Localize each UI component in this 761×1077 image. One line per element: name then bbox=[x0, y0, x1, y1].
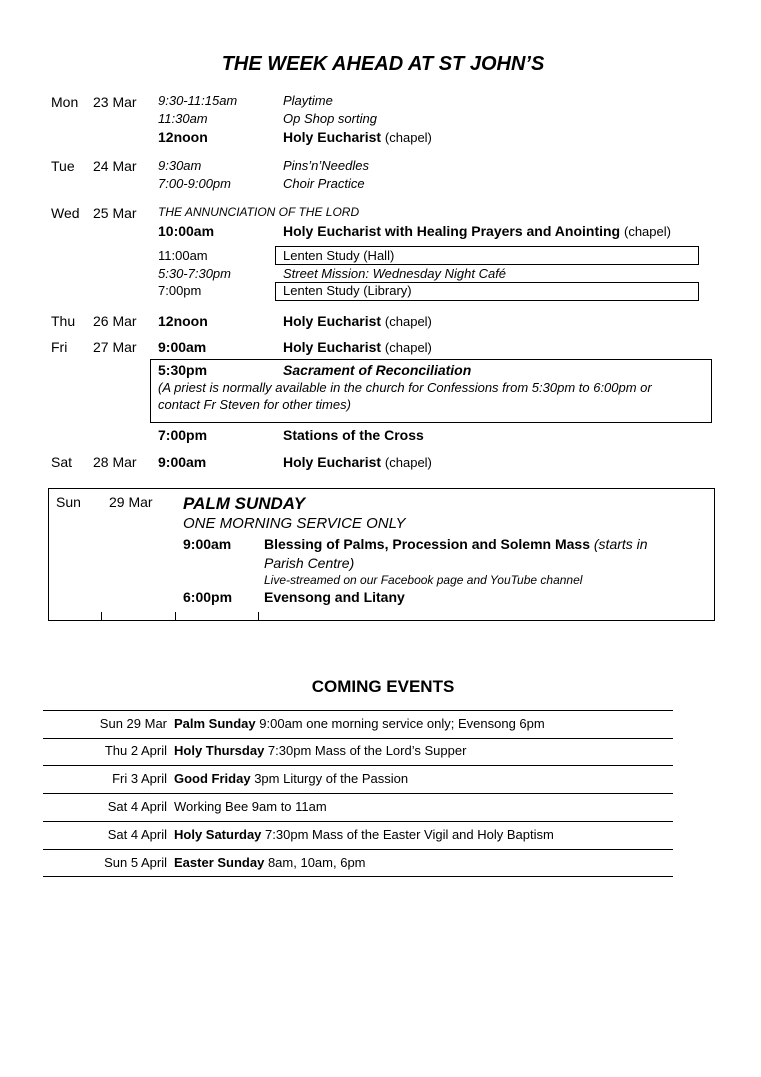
event-detail: 9:00am one morning service only; Evensong 6pm bbox=[259, 716, 545, 731]
table-rule bbox=[43, 765, 673, 766]
sunday-subtitle: ONE MORNING SERVICE ONLY bbox=[183, 515, 406, 532]
event-time: 9:00am bbox=[183, 536, 232, 552]
event-time: 5:30pm bbox=[158, 362, 208, 378]
event-time: 9:00am bbox=[158, 454, 207, 470]
event-time: 11:30am bbox=[158, 111, 208, 126]
event-detail: 8am, 10am, 6pm bbox=[267, 855, 366, 870]
event-time: 12noon bbox=[158, 313, 208, 329]
livestream-note: Live-streamed on our Facebook page and YouTube channel bbox=[264, 573, 583, 587]
day-label: Mon bbox=[51, 94, 79, 110]
event-title: Holy Eucharist bbox=[283, 339, 382, 355]
event-date: Thu 2 April bbox=[104, 743, 167, 758]
event-info bbox=[174, 771, 408, 787]
event-name: Good Friday bbox=[174, 771, 251, 786]
day-label: Sun bbox=[56, 494, 81, 510]
event-time: 9:30am bbox=[158, 158, 202, 173]
event-title: Op Shop sorting bbox=[283, 111, 377, 126]
day-label: Wed bbox=[51, 205, 80, 221]
event-time: 6:00pm bbox=[183, 589, 233, 605]
event-description: (A priest is normally available in the church for Confessions from 5:30pm to 6:00pm or bbox=[158, 380, 652, 395]
event-name: Easter Sunday bbox=[174, 855, 265, 870]
event-note: (chapel) bbox=[384, 314, 432, 329]
event-time: 7:00pm bbox=[158, 427, 208, 443]
table-rule bbox=[43, 821, 673, 822]
day-date: 23 Mar bbox=[93, 94, 137, 110]
event-time: 11:00am bbox=[158, 248, 208, 263]
event-info bbox=[174, 716, 545, 732]
event-title-row bbox=[283, 129, 432, 146]
day-date: 24 Mar bbox=[93, 158, 137, 174]
event-title: Holy Eucharist bbox=[283, 454, 382, 470]
event-time: 12noon bbox=[158, 129, 208, 145]
event-title: Holy Eucharist bbox=[283, 129, 382, 145]
event-name: Palm Sunday bbox=[174, 716, 256, 731]
day-label: Fri bbox=[51, 339, 68, 355]
event-title: Lenten Study (Hall) bbox=[283, 248, 395, 263]
event-date: Sat 4 April bbox=[107, 799, 167, 814]
event-title-row bbox=[283, 223, 671, 240]
event-title: Choir Practice bbox=[283, 176, 365, 191]
event-info bbox=[174, 799, 327, 815]
day-label: Thu bbox=[51, 313, 76, 329]
event-time: 10:00am bbox=[158, 223, 215, 239]
event-name: Holy Saturday bbox=[174, 827, 262, 842]
event-time: 9:00am bbox=[158, 339, 207, 355]
coming-events-title: COMING EVENTS bbox=[311, 677, 455, 696]
event-date: Sat 4 April bbox=[107, 827, 167, 842]
event-name: Holy Thursday bbox=[174, 743, 265, 758]
event-detail: Working Bee 9am to 11am bbox=[174, 799, 327, 814]
event-title: Playtime bbox=[283, 93, 333, 108]
event-title: Evensong and Litany bbox=[264, 589, 405, 605]
event-note: Parish Centre) bbox=[264, 555, 355, 571]
event-date: Sun 29 Mar bbox=[99, 716, 167, 731]
table-rule bbox=[43, 738, 673, 739]
day-date: 27 Mar bbox=[93, 339, 137, 355]
event-info bbox=[174, 743, 466, 759]
table-tick bbox=[101, 612, 102, 620]
event-time: 9:30-11:15am bbox=[158, 93, 238, 108]
event-time: 7:00pm bbox=[158, 283, 202, 298]
day-label: Tue bbox=[51, 158, 75, 174]
event-title-row bbox=[283, 339, 432, 356]
event-title: Holy Eucharist bbox=[283, 313, 382, 329]
event-title: Street Mission: Wednesday Night Café bbox=[283, 266, 507, 281]
event-title-row bbox=[283, 313, 432, 330]
event-title: Lenten Study (Library) bbox=[283, 283, 412, 298]
event-detail: 7:30pm Mass of the Lord’s Supper bbox=[267, 743, 467, 758]
day-date: 26 Mar bbox=[93, 313, 137, 329]
event-note: (starts in bbox=[593, 536, 648, 552]
event-note: (chapel) bbox=[384, 130, 432, 145]
event-title-row bbox=[264, 536, 648, 553]
event-description: contact Fr Steven for other times) bbox=[158, 397, 351, 412]
event-note: (chapel) bbox=[384, 455, 432, 470]
event-detail: 3pm Liturgy of the Passion bbox=[254, 771, 409, 786]
event-time: 5:30-7:30pm bbox=[158, 266, 231, 281]
day-date: 29 Mar bbox=[109, 494, 153, 510]
event-date: Sun 5 April bbox=[104, 855, 167, 870]
day-date: 28 Mar bbox=[93, 454, 137, 470]
table-rule bbox=[43, 793, 673, 794]
event-date: Fri 3 April bbox=[112, 771, 167, 786]
table-tick bbox=[175, 612, 176, 620]
day-label: Sat bbox=[51, 454, 73, 470]
day-date: 25 Mar bbox=[93, 205, 137, 221]
event-title-row bbox=[283, 454, 432, 471]
table-rule bbox=[43, 876, 673, 877]
event-title: Sacrament of Reconciliation bbox=[283, 362, 472, 378]
event-detail: 7:30pm Mass of the Easter Vigil and Holy Baptism bbox=[265, 827, 554, 842]
page-title: THE WEEK AHEAD AT ST JOHN’S bbox=[221, 53, 545, 75]
event-title: Holy Eucharist with Healing Prayers and Anointing bbox=[283, 223, 621, 239]
event-title: Pins’n’Needles bbox=[283, 158, 369, 173]
sunday-title: PALM SUNDAY bbox=[183, 494, 306, 513]
table-rule bbox=[43, 710, 673, 711]
event-time: 7:00-9:00pm bbox=[158, 176, 231, 191]
feast-name: THE ANNUNCIATION OF THE LORD bbox=[158, 205, 360, 219]
event-title: Stations of the Cross bbox=[283, 427, 424, 443]
event-info bbox=[174, 855, 366, 871]
event-info bbox=[174, 827, 554, 843]
event-title: Blessing of Palms, Procession and Solemn Mass bbox=[264, 536, 590, 552]
table-rule bbox=[43, 849, 673, 850]
event-note: (chapel) bbox=[384, 340, 432, 355]
event-note: (chapel) bbox=[623, 224, 671, 239]
table-tick bbox=[258, 612, 259, 620]
